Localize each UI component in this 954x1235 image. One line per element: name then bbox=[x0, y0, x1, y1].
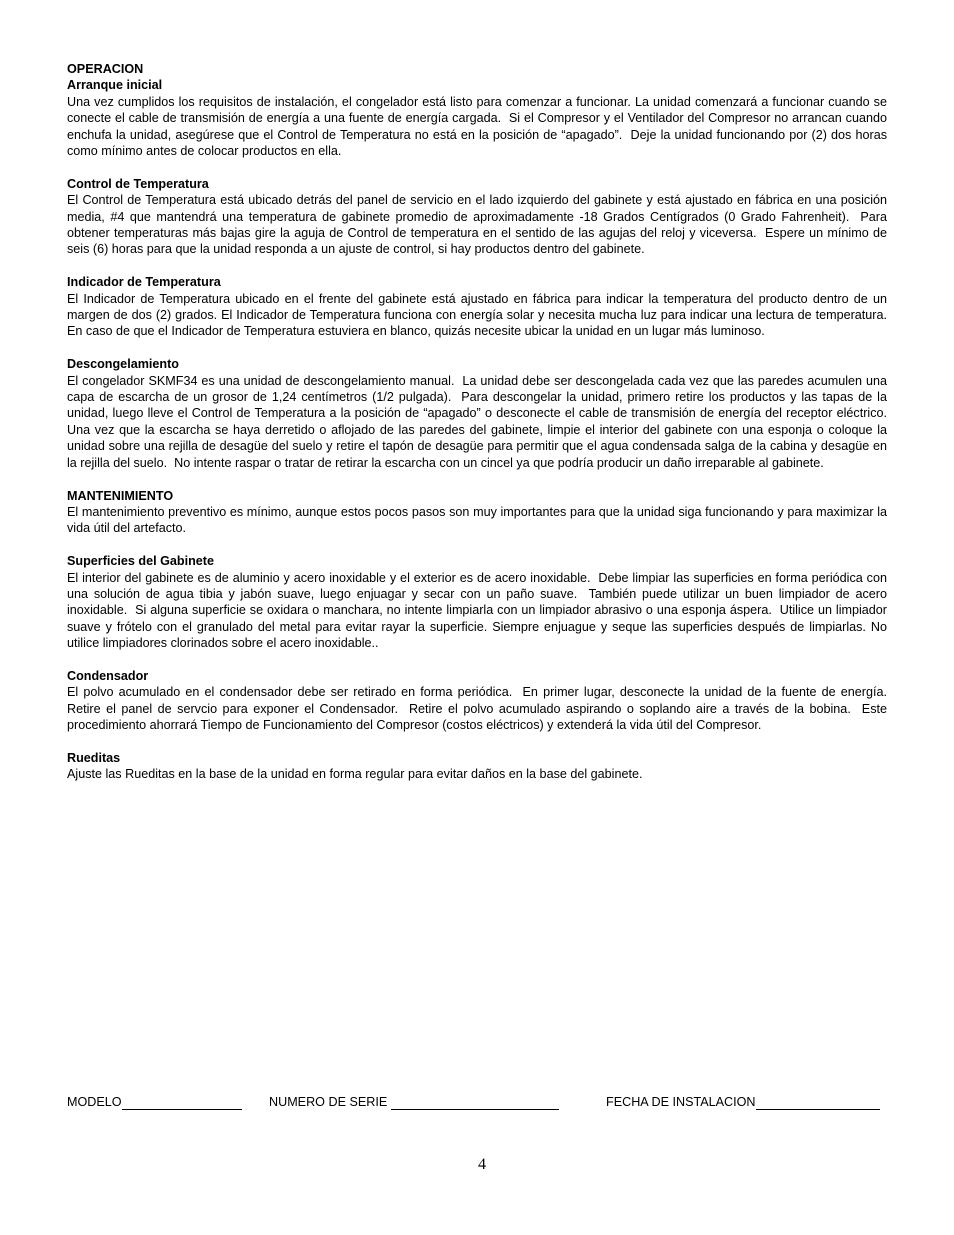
model-label: MODELO bbox=[67, 1095, 122, 1109]
section-paragraph: El interior del gabinete es de aluminio y acero inoxidable y el exterior es de acero inoxidable. Debe limpiar las superficies en forma periódica con una solución de agua tibia y jabón suave, luego enjuagar y secar con un paño suave. También puede utilizar un buen limpiador de acero inoxidable. Si alguna superficie se oxidara o manchara, no intente limpiarla con un limpiador abrasivo o una esponja áspera. Utilice un limpiador suave y frótelo con el granulado del metal para evitar rayar la superficie. Siempre enjuague y seque las superficies después de limpiarlas. No utilice limpiadores clorinados sobre el acero inoxidable.. bbox=[67, 570, 891, 651]
section-heading: Control de Temperatura bbox=[67, 176, 209, 191]
serial-field bbox=[269, 1094, 559, 1110]
page-number: 4 bbox=[478, 1156, 486, 1173]
section-control-de-temperatura bbox=[67, 176, 891, 258]
install-date-label: FECHA DE INSTALACION bbox=[606, 1095, 756, 1109]
section-paragraph: El congelador SKMF34 es una unidad de descongelamiento manual. La unidad debe ser descongelada cada vez que las paredes acumulen una capa de escarcha de un grosor de 1,24 centímetros (1/2 pulgada). Para descongelar la unidad, primero retire los productos y las tapas de la unidad, luego lleve el Control de Temperatura a la posición de “apagado” o desconecte el cable de transmisión de energía del receptor eléctrico. Una vez que la escarcha se haya derretido o aflojado de las paredes del gabinete, limpie el interior del gabinete con una esponja o coloque la unidad sobre una rejilla de desagüe del suelo y retire el tapón de desagüe para permitir que el agua condensada salga de la cabina y desagüe en la rejilla del suelo. No intente raspar o tratar de retirar la escarcha con un cincel ya que podría producir un daño irreparable al gabinete. bbox=[67, 373, 894, 470]
section-rueditas bbox=[67, 750, 887, 783]
section-paragraph: El Indicador de Temperatura ubicado en el frente del gabinete está ajustado en fábrica para indicar la temperatura del producto dentro de un margen de dos (2) grados. El Indicador de Temperatura funciona con energía solar y necesita mucha luz para indicar una lectura de temperatura. En caso de que el Indicador de Temperatura estuviera en blanco, quizás necesite ubicar la unidad en un lugar más luminoso. bbox=[67, 291, 891, 339]
section-paragraph: Ajuste las Rueditas en la base de la unidad en forma regular para evitar daños en la base del gabinete. bbox=[67, 767, 643, 782]
serial-label: NUMERO DE SERIE bbox=[269, 1095, 388, 1109]
section-heading: MANTENIMIENTO bbox=[67, 488, 174, 503]
section-condensador bbox=[67, 668, 894, 734]
model-field bbox=[67, 1094, 242, 1110]
section-heading: Descongelamiento bbox=[67, 357, 179, 372]
section-heading: Condensador bbox=[67, 668, 149, 683]
section-indicador-de-temperatura bbox=[67, 274, 891, 340]
section-heading: Indicador de Temperatura bbox=[67, 275, 221, 290]
record-fields bbox=[67, 1094, 907, 1114]
section-superficies-del-gabinete bbox=[67, 553, 891, 651]
model-blank-line bbox=[122, 1095, 242, 1110]
serial-blank-line bbox=[391, 1095, 559, 1110]
section-operacion bbox=[67, 61, 891, 159]
section-heading: OPERACION bbox=[67, 62, 144, 76]
section-heading: Superficies del Gabinete bbox=[67, 554, 214, 569]
section-mantenimiento bbox=[67, 488, 891, 537]
section-descongelamiento bbox=[67, 356, 894, 471]
section-paragraph: El Control de Temperatura está ubicado detrás del panel de servicio en el lado izquierdo del gabinete y está ajustado en fábrica en una posición media, #4 que mantendrá una temperatura de gabinete promedio de aproximadamente -18 Grados Centígrados (0 Grado Fahrenheit). Para obtener temperaturas más bajas gire la aguja de Control de temperatura en el sentido de las agujas del reloj y viceversa. Espere un mínimo de seis (6) horas para que la unidad responda a un ajuste de control, si hay productos dentro del gabinete. bbox=[67, 193, 891, 257]
section-paragraph: Una vez cumplidos los requisitos de instalación, el congelador está listo para comenzar a funcionar. La unidad comenzará a funcionar cuando se conecte el cable de transmisión de energía a una fuente de energía cargada. Si el Compresor y el Ventilador del Compresor no arrancan cuando enchufa la unidad, asegúrese que el Control de Temperatura no está en la posición de “apagado”. Deje la unidad funcionando por (2) dos horas como mínimo antes de colocar productos en ella. bbox=[67, 94, 891, 159]
section-paragraph: El mantenimiento preventivo es mínimo, aunque estos pocos pasos son muy importantes para que la unidad siga funcionando y para maximizar la vida útil del artefacto. bbox=[67, 504, 891, 536]
install-date-blank-line bbox=[756, 1095, 880, 1110]
section-heading: Rueditas bbox=[67, 750, 121, 765]
section-paragraph: El polvo acumulado en el condensador debe ser retirado en forma periódica. En primer lugar, desconecte la unidad de la fuente de energía. Retire el panel de servcio para exponer el Condensador. Retire el polvo acumulado aspirando o soplando aire a través de la bobina. Este procedimiento ahorrará Tiempo de Funcionamiento del Compresor (costos eléctricos) y extenderá la vida útil del Compresor. bbox=[67, 685, 894, 733]
document-body bbox=[67, 61, 894, 799]
install-date-field bbox=[606, 1094, 880, 1110]
section-subheading: Arranque inicial bbox=[67, 78, 163, 93]
